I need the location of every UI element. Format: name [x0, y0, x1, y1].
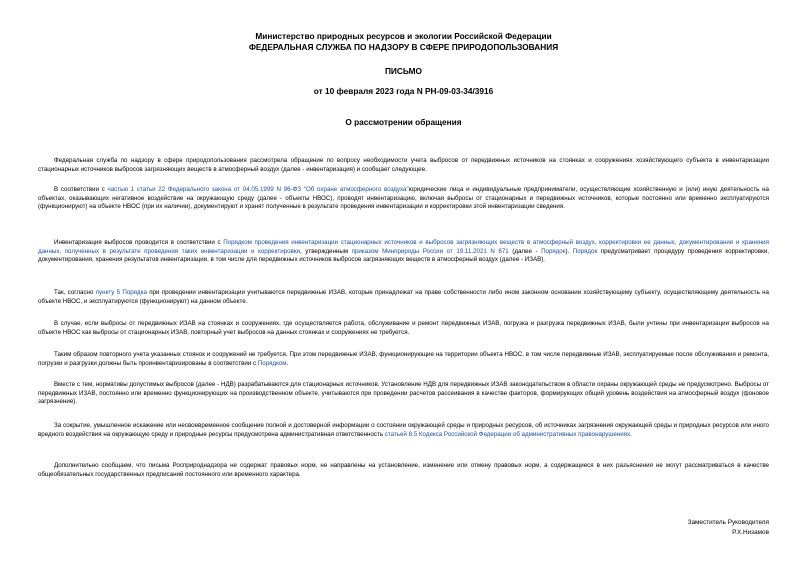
- inventory-procedure-link[interactable]: Порядком проведения инвентаризации стационарных источников и выбросов загрязняющих веществ в атмосферный воздух, корректировки ее данных, документирования и хранения данных, полученных в результате проведения таких инвентаризации и корректировки: [38, 239, 769, 255]
- paragraph-2: [38, 186, 769, 212]
- clause-5-link[interactable]: пункту 5 Порядка: [95, 289, 147, 296]
- paragraph-2-text-a: В соответствии с: [54, 186, 108, 193]
- paragraph-9-text: Дополнительно сообщаем, что письма Росприроднадзора не содержат правовых норм, не направлены на установление, изменение или отмену правовых норм, а содержащиеся в них разъяснения не могут рассматриваться в качестве общеобязательных государственных предписаний постоянного или временного характера.: [38, 462, 769, 478]
- paragraph-4-text-b: при проведении инвентаризации учитываются передвижные ИЗАВ, которые принадлежат на праве собственности либо ином законном основании хозяйствующему субъекту, осуществляющему деятельность на объекте НВОС, и эксплуатируются (функционируют) на данном объекте.: [38, 289, 769, 305]
- procedure-link-1[interactable]: Порядок: [541, 247, 566, 255]
- paragraph-3-text-a: Инвентаризация выбросов проводится в соответствии с: [54, 239, 224, 246]
- koap-article-8-5-link[interactable]: статьей 8.5 Кодекса Российской Федерации об административных правонарушениях: [384, 430, 631, 438]
- paragraph-3-text-b: , утвержденным: [300, 247, 352, 255]
- paragraph-6: [38, 351, 769, 368]
- paragraph-6-text-b: .: [286, 359, 289, 367]
- document-date-number: от 10 февраля 2023 года N РН-09-03-34/3916: [313, 86, 494, 96]
- paragraph-3-text-d: ).: [565, 247, 573, 255]
- document-type: ПИСЬМО: [384, 66, 423, 76]
- law-96fz-link[interactable]: частью 1 статьи 22 Федерального закона от 04.05.1999 N 96-ФЗ "Об охране атмосферного воздуха": [107, 186, 409, 193]
- paragraph-3-text-c: (далее -: [508, 247, 542, 255]
- ministry-name: Министерство природных ресурсов и экологии Российской Федерации: [255, 31, 552, 41]
- procedure-link-3[interactable]: Порядком: [257, 359, 287, 367]
- paragraph-8-text-a: За сокрытие, умышленное искажение или несвоевременное сообщение полной и достоверной информации о состоянии окружающей среды и природных ресурсов, об источниках загрязнения окружающей среды и природных ресурсов или иного вредного воздействия на окружающую среду и природные ресурсы предусмотрена административная ответственность: [38, 422, 769, 438]
- signature-name: Р.Х.Низамов: [732, 529, 769, 536]
- paragraph-8: [38, 422, 769, 439]
- paragraph-1-text: Федеральная служба по надзору в сфере природопользования рассмотрела обращение по вопросу необходимости учета выбросов от передвижных источников на стоянках и сооружениях хозяйствующего субъекта в инвентаризации стационарных источников выбросов загрязняющих веществ в атмосферный воздух (далее - инвентаризация) и сообщает следующее.: [38, 157, 769, 173]
- paragraph-3-text-e: предусматривает процедуру проведения корректировки, документирования, хранения результатов инвентаризации, в том числе для передвижных источников выбросов загрязняющих веществ в атмосферный воздух (далее - ИЗАВ).: [38, 247, 770, 264]
- paragraph-4-text-a: Так, согласно: [54, 289, 96, 296]
- order-871-link[interactable]: приказом Минприроды России от 19.11.2021 N 871: [351, 247, 509, 255]
- paragraph-1: [38, 157, 769, 174]
- paragraph-7: [38, 381, 769, 407]
- paragraph-4: [38, 289, 769, 306]
- service-name: ФЕДЕРАЛЬНАЯ СЛУЖБА ПО НАДЗОРУ В СФЕРЕ ПРИРОДОПОЛЬЗОВАНИЯ: [248, 42, 559, 52]
- paragraph-5: [38, 320, 769, 337]
- paragraph-2-text-b: юридические лица и индивидуальные предприниматели, осуществляющие хозяйственную и (или) иную деятельность на объектах, оказывающих негативное воздействие на окружающую среду (далее - объекты НВОС), проводят инвентаризацию, включая выбросы от стационарных и передвижных источников, которые постоянно или временно эксплуатируются (функционируют) на объекте НВОС (при их наличии), документируют и хранят полученные в результате проведения инвентаризации и корректировки этой инвентаризации сведения.: [38, 186, 769, 211]
- paragraph-5-text: В случае, если выбросы от передвижных ИЗАВ на стоянках и сооружениях, где осуществляется работа, обслуживание и ремонт передвижных ИЗАВ, погрузка и разгрузка передвижных ИЗАВ, были учтены при инвентаризации выбросов на объекте НВОС как выбросы от стационарных ИЗАВ, повторный учет выбросов на данных стоянках и сооружениях не требуется.: [38, 320, 769, 336]
- document-subject: О рассмотрении обращения: [345, 117, 462, 127]
- paragraph-9: [38, 462, 769, 479]
- paragraph-3: [38, 239, 769, 265]
- procedure-link-2[interactable]: Порядок: [572, 247, 598, 255]
- signature-position: Заместитель Руководителя: [687, 519, 769, 526]
- paragraph-8-text-b: .: [630, 430, 632, 438]
- paragraph-7-text: Вместе с тем, нормативы допустимых выбросов (далее - НДВ) разрабатываются для стационарных источников. Установление НДВ для передвижных ИЗАВ законодательством в области охраны окружающей среды не предусмотрено. Выбросы от передвижных ИЗАВ, постоянно или временно функционирующих на производственном объекте, учитываются при проведении расчетов рассеивания в качестве факторов, формирующих общий уровень воздействия на атмосферный воздух (фоновое загрязнение).: [38, 381, 769, 406]
- paragraph-6-text-a: Таким образом повторного учета указанных стоянок и сооружений не требуется. При этом передвижные ИЗАВ, функционирующие на территории объекта НВОС, в том числе передвижные ИЗАВ, эксплуатируемые после обслуживания и ремонта, погрузки и разгрузки должны быть проинвентаризированы в соответствии с: [38, 351, 769, 367]
